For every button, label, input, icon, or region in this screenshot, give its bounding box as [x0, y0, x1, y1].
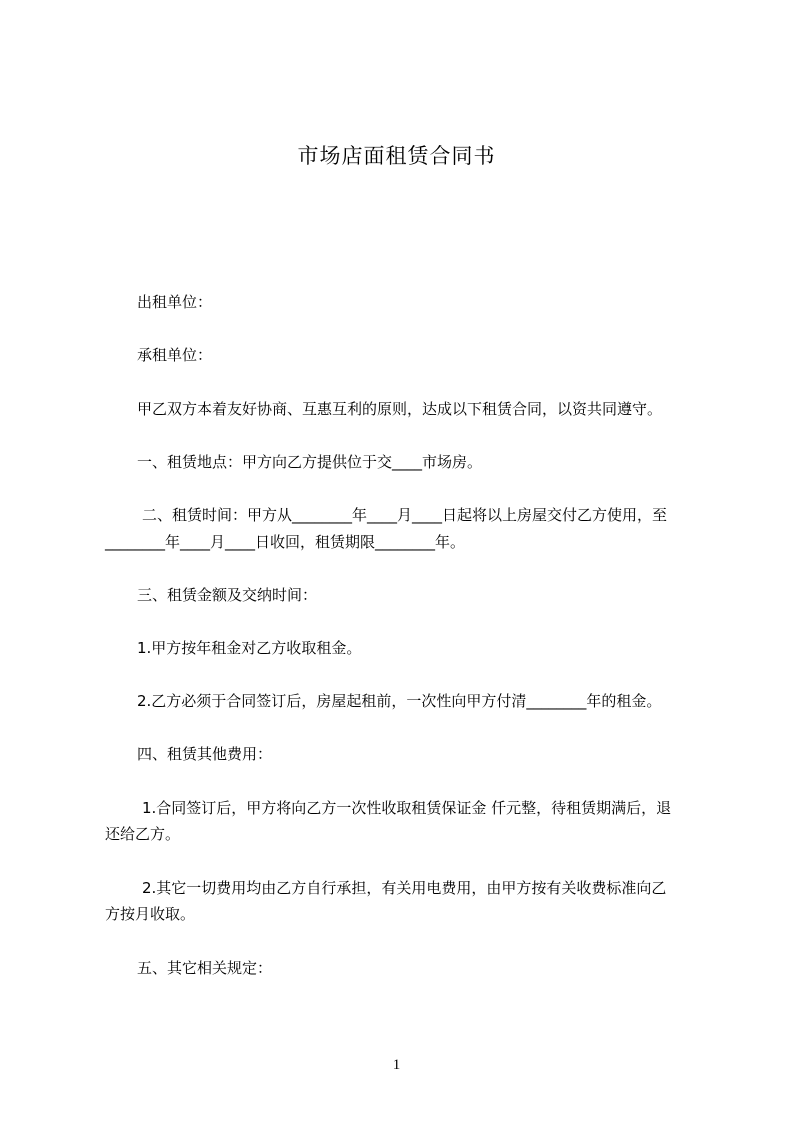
page-number: 1: [392, 1057, 401, 1073]
clause-other-heading: 五、其它相关规定：: [137, 959, 273, 977]
clause-amount-heading: 三、租赁金额及交纳时间：: [137, 586, 318, 604]
clause-fees-item-2-line-1: 2.其它一切费用均由乙方自行承担，有关用电费用，由甲方按有关收费标准向乙: [142, 879, 667, 897]
clause-fees-item-2-line-2: 方按月收取。: [105, 905, 196, 923]
lessor-line: 出租单位：: [137, 293, 213, 311]
clause-amount-item-2: 2.乙方必须于合同签订后，房屋起租前，一次性向甲方付清________年的租金。: [137, 692, 662, 710]
lessee-line: 承租单位：: [137, 346, 213, 364]
clause-amount-item-1: 1.甲方按年租金对乙方收取租金。: [137, 639, 362, 657]
clause-fees-item-1-line-1: 1.合同签订后，甲方将向乙方一次性收取租赁保证金 仟元整，待租赁期满后，退: [142, 799, 672, 817]
document-title: 市场店面租赁合同书: [297, 144, 496, 168]
clause-location: 一、租赁地点：甲方向乙方提供位于交____市场房。: [137, 453, 483, 471]
clause-fees-heading: 四、租赁其他费用：: [137, 745, 273, 763]
clause-term-line-2: ________年____月____日收回，租赁期限________年。: [105, 533, 466, 551]
intro-paragraph: 甲乙双方本着友好协商、互惠互利的原则，达成以下租赁合同，以资共同遵守。: [137, 400, 663, 418]
clause-term-line-1: 二、租赁时间：甲方从________年____月____日起将以上房屋交付乙方使用，至: [142, 506, 668, 524]
clause-fees-item-1-line-2: 还给乙方。: [105, 825, 181, 843]
